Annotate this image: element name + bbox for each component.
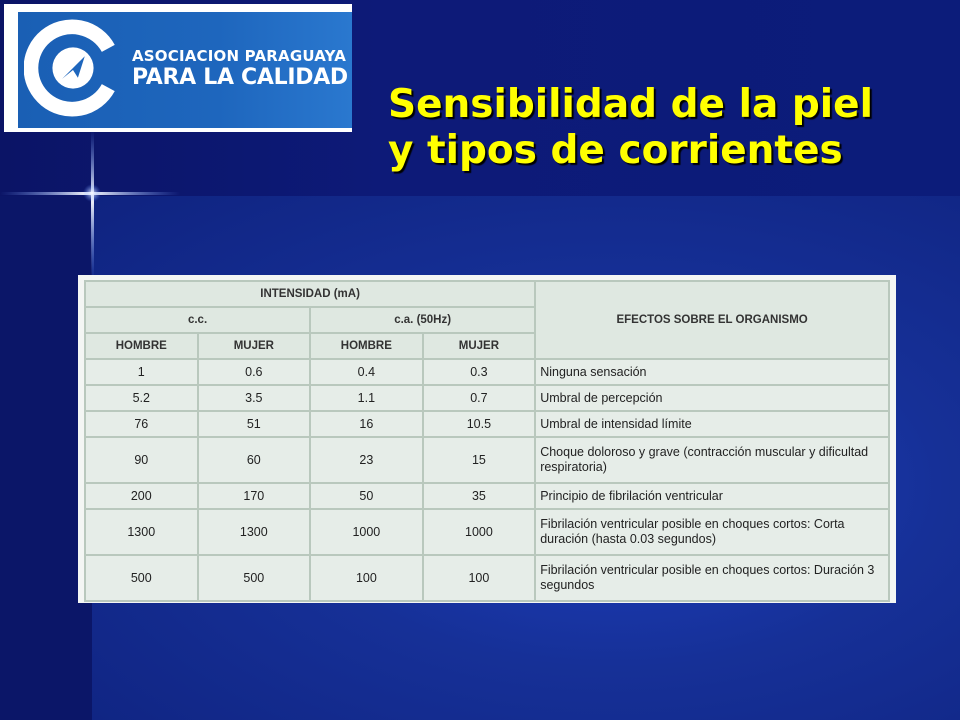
cell-ca-hombre: 1.1 [310, 385, 423, 411]
header-ca: c.a. (50Hz) [310, 307, 535, 333]
cell-efecto: Fibrilación ventricular posible en choques cortos: Corta duración (hasta 0.03 segundos) [535, 509, 889, 555]
cell-efecto: Umbral de intensidad límite [535, 411, 889, 437]
cell-ca-mujer: 100 [423, 555, 536, 601]
cell-efecto: Umbral de percepción [535, 385, 889, 411]
cell-cc-mujer: 51 [198, 411, 311, 437]
subheader-ca-mujer: MUJER [423, 333, 536, 359]
table-header-row [85, 281, 889, 307]
logo-text-line1: ASOCIACION PARAGUAYA [132, 47, 347, 65]
cell-ca-hombre: 100 [310, 555, 423, 601]
table-frame [78, 275, 896, 603]
cell-cc-mujer: 500 [198, 555, 311, 601]
cell-efecto: Principio de fibrilación ventricular [535, 483, 889, 509]
logo-ring-icon [24, 19, 122, 117]
logo-text [132, 49, 348, 89]
cell-ca-hombre: 16 [310, 411, 423, 437]
cell-ca-mujer: 0.7 [423, 385, 536, 411]
cell-cc-hombre: 1300 [85, 509, 198, 555]
cell-ca-mujer: 0.3 [423, 359, 536, 385]
table-row [85, 359, 889, 385]
cell-cc-hombre: 200 [85, 483, 198, 509]
cell-cc-mujer: 170 [198, 483, 311, 509]
slide-title [388, 82, 873, 174]
cell-ca-hombre: 50 [310, 483, 423, 509]
cell-cc-hombre: 76 [85, 411, 198, 437]
header-intensity: INTENSIDAD (mA) [85, 281, 535, 307]
cell-ca-hombre: 1000 [310, 509, 423, 555]
effects-table [84, 280, 890, 602]
table-row [85, 483, 889, 509]
subheader-ca-hombre: HOMBRE [310, 333, 423, 359]
cell-cc-mujer: 0.6 [198, 359, 311, 385]
cell-efecto: Fibrilación ventricular posible en choques cortos: Duración 3 segundos [535, 555, 889, 601]
logo-text-line2: PARA LA CALIDAD [132, 65, 348, 90]
cell-cc-hombre: 5.2 [85, 385, 198, 411]
cell-ca-hombre: 23 [310, 437, 423, 483]
slide-title-line2: y tipos de corrientes [388, 128, 843, 173]
cell-cc-hombre: 500 [85, 555, 198, 601]
cell-ca-mujer: 35 [423, 483, 536, 509]
cell-cc-hombre: 1 [85, 359, 198, 385]
header-effects: EFECTOS SOBRE EL ORGANISMO [535, 281, 889, 359]
slide-title-line1: Sensibilidad de la piel [388, 82, 873, 127]
table-row [85, 509, 889, 555]
cell-efecto: Ninguna sensación [535, 359, 889, 385]
subheader-cc-hombre: HOMBRE [85, 333, 198, 359]
cell-cc-mujer: 3.5 [198, 385, 311, 411]
table-row [85, 555, 889, 601]
cell-cc-mujer: 60 [198, 437, 311, 483]
logo [4, 4, 352, 132]
cell-ca-mujer: 15 [423, 437, 536, 483]
table-row [85, 385, 889, 411]
cell-cc-hombre: 90 [85, 437, 198, 483]
table-row [85, 411, 889, 437]
cell-cc-mujer: 1300 [198, 509, 311, 555]
cell-ca-hombre: 0.4 [310, 359, 423, 385]
table-row [85, 437, 889, 483]
cell-ca-mujer: 10.5 [423, 411, 536, 437]
cell-ca-mujer: 1000 [423, 509, 536, 555]
sparkle-decoration-icon [0, 130, 180, 280]
cell-efecto: Choque doloroso y grave (contracción muscular y dificultad respiratoria) [535, 437, 889, 483]
header-cc: c.c. [85, 307, 310, 333]
subheader-cc-mujer: MUJER [198, 333, 311, 359]
